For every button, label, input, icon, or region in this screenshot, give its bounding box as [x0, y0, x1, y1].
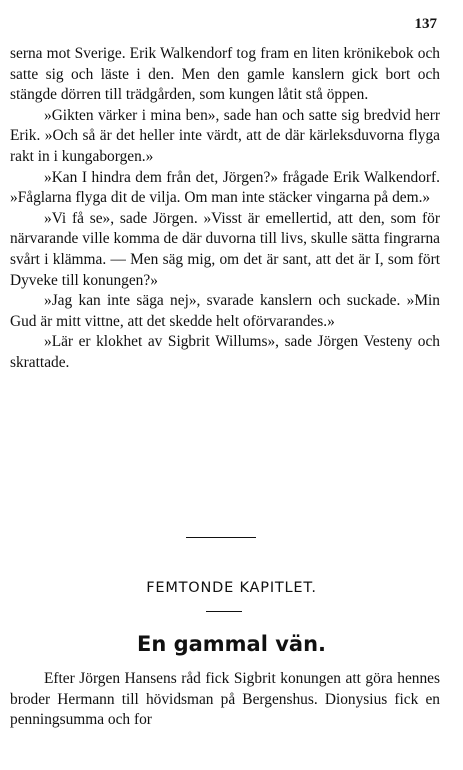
body-text-top — [10, 44, 440, 374]
page-number: 137 — [414, 16, 437, 32]
paragraph-1: serna mot Sverige. Erik Walkendorf tog fram en liten krönikebok och satte sig och läste i den. Men den gamle kanslern gick bort och stängde dörren till trädgården, som kungen låtit stå öppen. — [10, 45, 440, 104]
chapter-label: FEMTONDE KAPITLET. — [146, 580, 317, 596]
body-text-bottom — [10, 669, 440, 731]
paragraph-chapter-start: Efter Jörgen Hansens råd fick Sigbrit konungen att göra hennes broder Hermann till hövidsman på Bergenshus. Dionysius fick en penningsumma och for — [10, 670, 440, 729]
chapter-title: En gammal vän. — [136, 632, 327, 656]
paragraph-6: »Lär er klokhet av Sigbrit Willums», sade Jörgen Vesteny och skrattade. — [10, 333, 440, 371]
chapter-divider — [206, 611, 242, 612]
paragraph-2: »Gikten värker i mina ben», sade han och satte sig bredvid herr Erik. »Och så är det heller inte värdt, att de där kärleksduvorna flyga rakt in i kungaborgen.» — [10, 106, 440, 165]
paragraph-4: »Vi få se», sade Jörgen. »Visst är emellertid, att den, som för närvarande ville komma de där duvorna till livs, skulle sätta fingrarna svårt i klämma. — Men säg mig, om det är sant, att det är I, som fört Dyveke till konungen?» — [10, 209, 440, 289]
paragraph-3: »Kan I hindra dem från det, Jörgen?» frågade Erik Walkendorf. »Fåglarna flyga dit de vilja. Om man inte stäcker vingarna på dem.» — [10, 168, 440, 207]
paragraph-5: »Jag kan inte säga nej», svarade kanslern och suckade. »Min Gud är mitt vittne, att det skedde helt oförvarandes.» — [10, 292, 440, 330]
section-divider — [186, 537, 256, 538]
